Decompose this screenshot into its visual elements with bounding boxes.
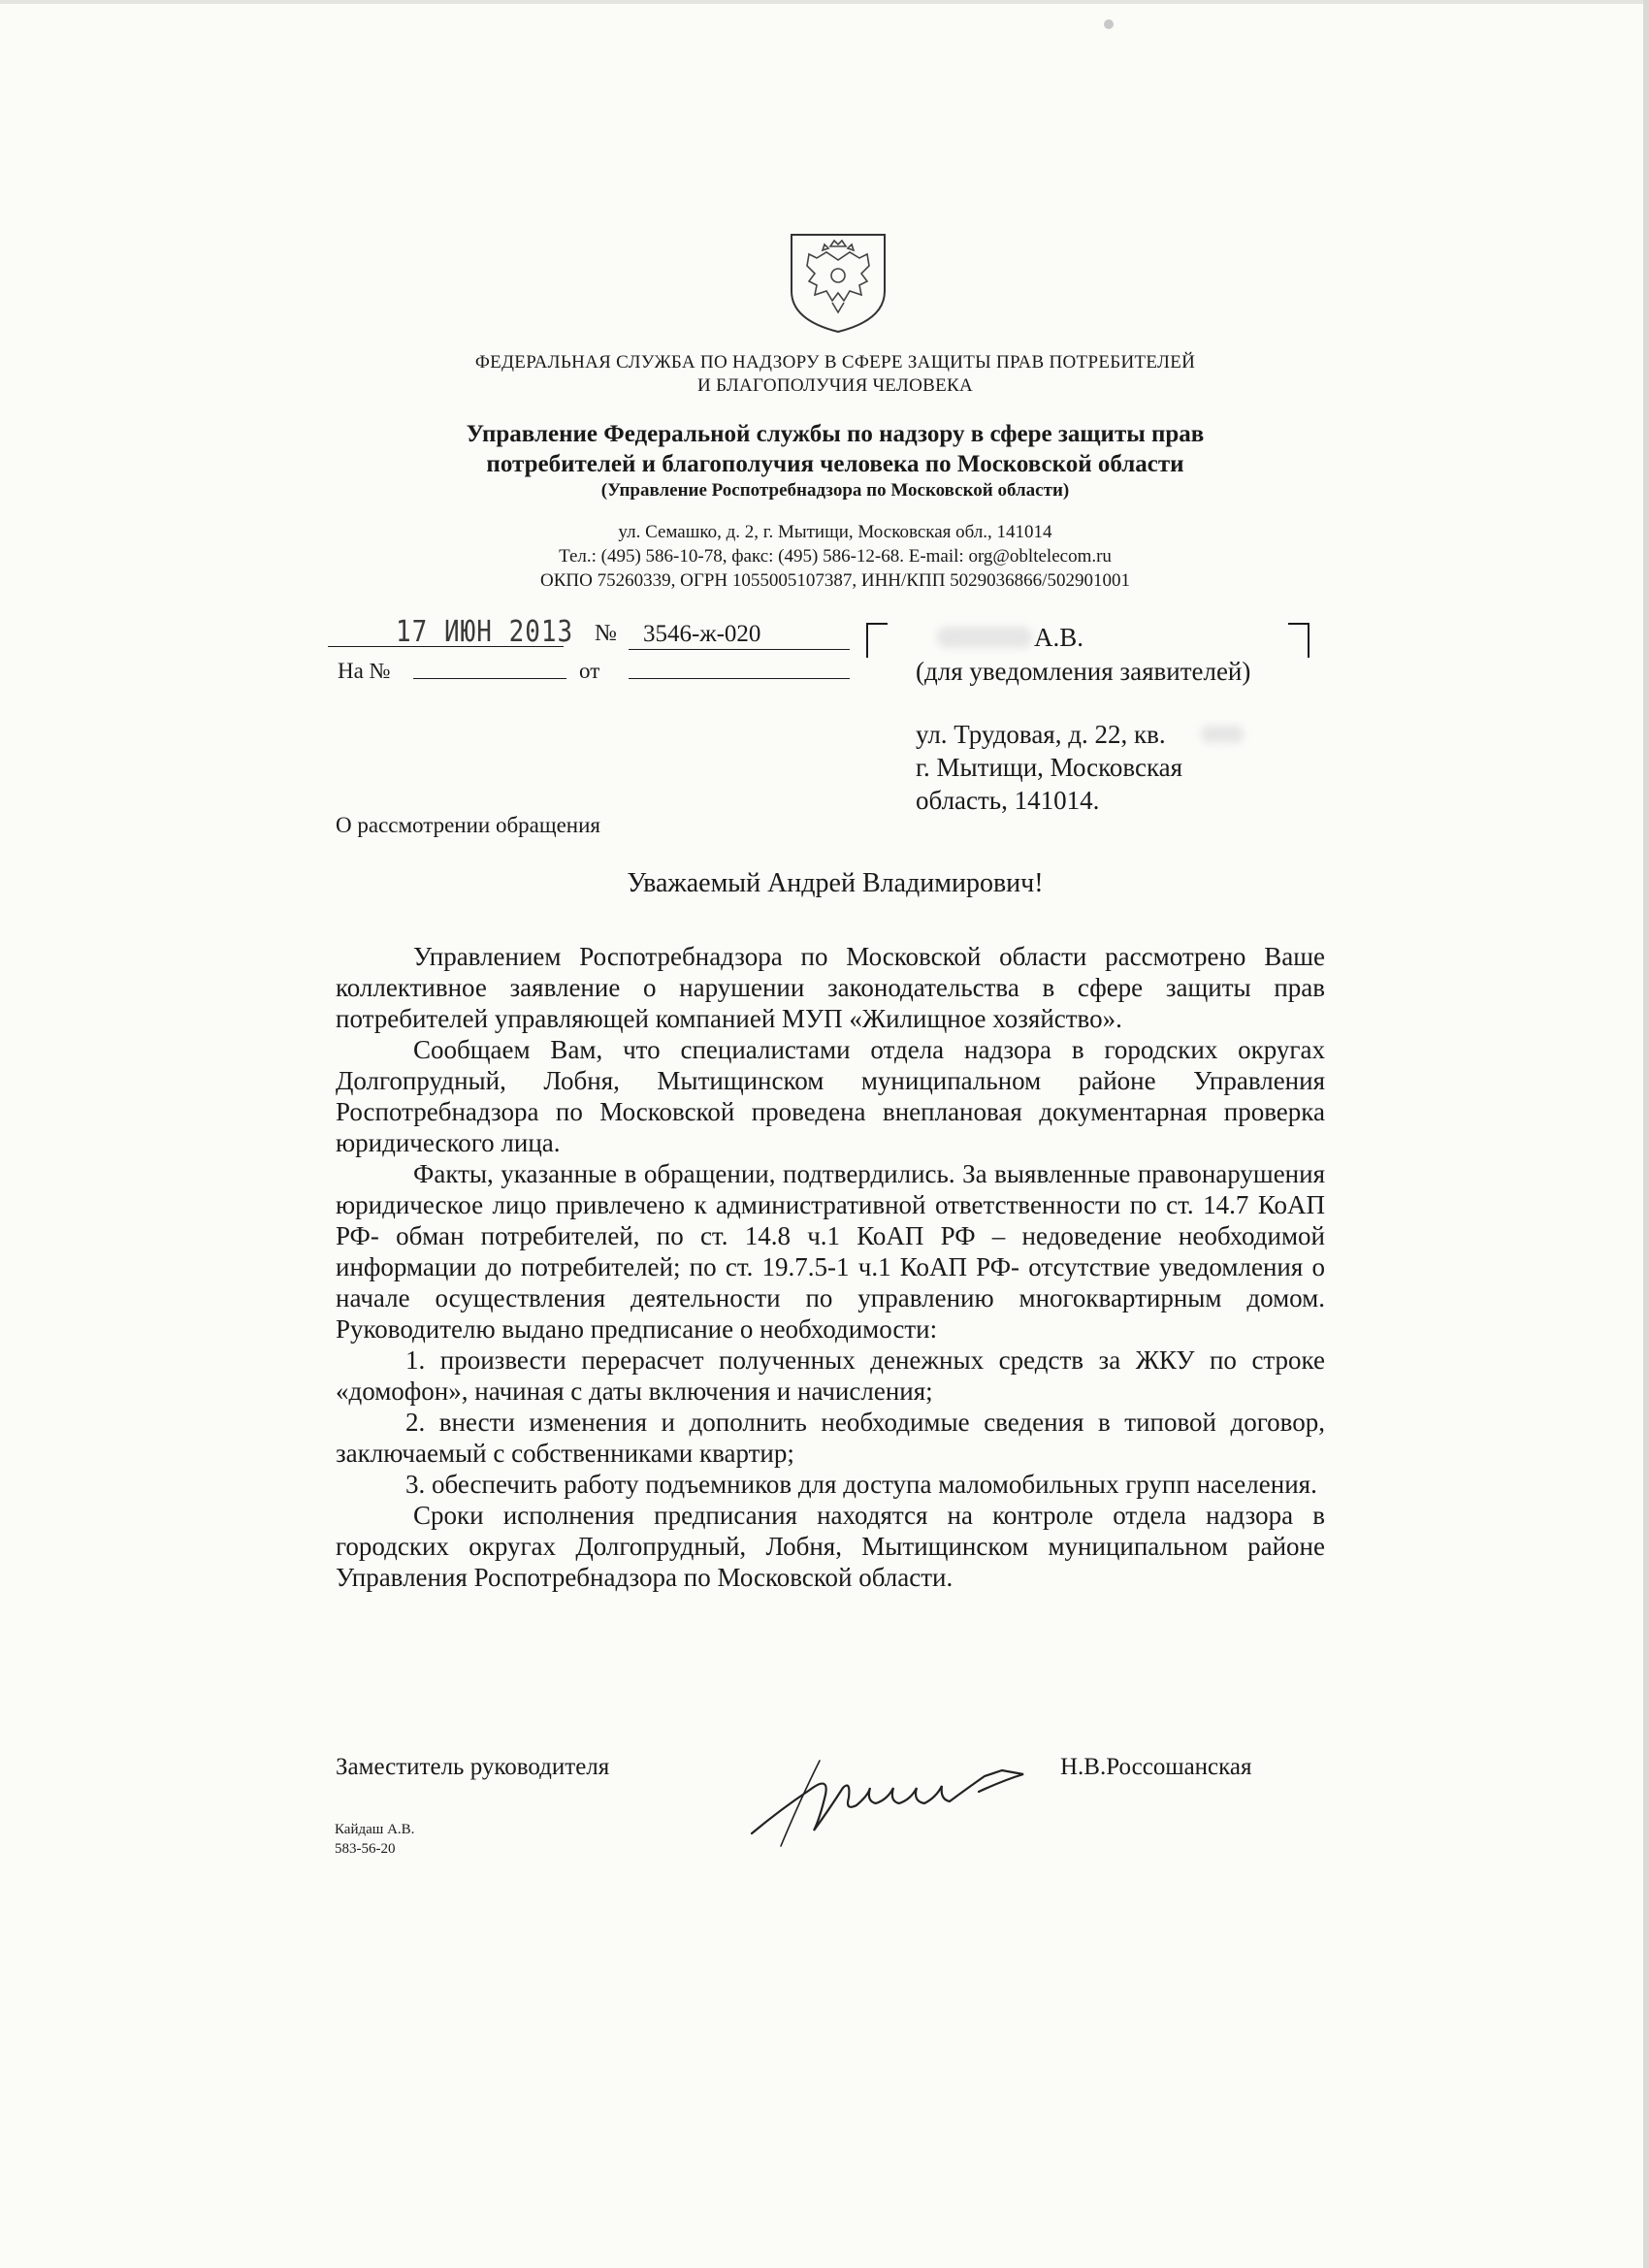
signatory-name: Н.В.Россошанская (1060, 1754, 1252, 1780)
addressee-street: ул. Трудовая, д. 22, кв. (916, 720, 1166, 749)
scan-edge-right (1643, 0, 1649, 2268)
department-name (0, 419, 1649, 479)
coat-of-arms-emblem (788, 231, 889, 336)
body-paragraph: Сообщаем Вам, что специалистами отдела надзора в городских округах Долгопрудный, Лобня, Мытищинском муниципальном районе Управления Роспотребнадзора по Московской проведена внеплановая документарная проверка юридического лица. (336, 1035, 1325, 1157)
scan-speck (1104, 19, 1114, 29)
address-line-3: ОКПО 75260339, ОГРН 1055005107387, ИНН/КПП 5029036866/502901001 (540, 570, 1130, 591)
salutation: Уважаемый Андрей Владимирович! (627, 868, 1044, 898)
from-date-line (629, 678, 850, 679)
body-paragraph: Сроки исполнения предписания находятся на контроле отдела надзора в городских округах Долгопрудный, Лобня, Мытищинском муниципальном районе Управления Роспотребнадзора по Московской области. (336, 1501, 1325, 1592)
letterhead-address (0, 520, 1649, 593)
registration-number: 3546-ж-020 (643, 621, 761, 647)
department-line-1: Управление Федеральной службы по надзору в сфере защиты прав (466, 421, 1205, 447)
date-stamp: 17 ИЮН 2013 (396, 615, 574, 650)
executor-name: Кайдаш А.В. (335, 1822, 415, 1837)
body-list-item: 3. обеспечить работу подъемников для доступа маломобильных групп населения. (405, 1470, 1317, 1499)
agency-line-1: ФЕДЕРАЛЬНАЯ СЛУЖБА ПО НАДЗОРУ В СФЕРЕ ЗАЩИТЫ ПРАВ ПОТРЕБИТЕЛЕЙ (474, 352, 1196, 373)
department-line-2: потребителей и благополучия человека по Московской области (486, 451, 1184, 477)
addressee-city: г. Мытищи, Московская (916, 753, 1183, 782)
addressee-bracket-left (866, 623, 888, 658)
body-paragraph: Управлением Роспотребнадзора по Московской области рассмотрено Ваше коллективное заявление о нарушении законодательства в сфере защиты прав потребителей управляющей компанией МУП «Жилищное хозяйство». (336, 942, 1325, 1033)
scan-edge-top (0, 0, 1649, 4)
agency-line-2: И БЛАГОПОЛУЧИЯ ЧЕЛОВЕКА (697, 375, 973, 396)
letter-subject: О рассмотрении обращения (336, 813, 600, 837)
signatory-title: Заместитель руководителя (336, 1754, 610, 1780)
handwritten-signature (742, 1741, 1038, 1848)
addressee-bracket-right (1288, 623, 1310, 658)
letter-body (336, 941, 1325, 1593)
body-list-item: 2. внести изменения и дополнить необходимые сведения в типовой договор, заключаемый с собственниками квартир; (336, 1408, 1325, 1468)
addressee-region: область, 141014. (916, 786, 1100, 815)
addressee-name: А.В. (1034, 623, 1084, 652)
redacted-apartment (1201, 726, 1244, 743)
agency-name (0, 351, 1649, 398)
address-line-2: Тел.: (495) 586-10-78, факс: (495) 586-12-68. E-mail: org@obltelecom.ru (559, 546, 1112, 567)
reference-number-label: На № (338, 659, 391, 683)
executor-info (335, 1820, 414, 1859)
reference-number-line (413, 678, 566, 679)
number-label: № (595, 621, 617, 646)
body-paragraph: Факты, указанные в обращении, подтвердились. За выявленные правонарушения юридическое лицо привлечено к административной ответственности по ст. 14.7 КоАП РФ- обман потребителей, по ст. 14.8 ч.1 КоАП РФ – недоведение необходимой информации до потребителей; по ст. 19.7.5-1 ч.1 КоАП РФ- отсутствие уведомления о начале осуществления деятельности по управлению многоквартирным домом. Руководителю выдано предписание о необходимости: (336, 1159, 1325, 1344)
redacted-surname (937, 627, 1032, 648)
body-list-item: 1. произвести перерасчет полученных денежных средств за ЖКУ по строке «домофон», начиная с даты включения и начисления; (336, 1345, 1325, 1406)
department-short-name: (Управление Роспотребнадзора по Московской области) (600, 480, 1070, 501)
number-line (629, 649, 850, 650)
executor-phone: 583-56-20 (335, 1841, 396, 1857)
addressee-note: (для уведомления заявителей) (916, 657, 1251, 686)
address-line-1: ул. Семашко, д. 2, г. Мытищи, Московская обл., 141014 (618, 522, 1052, 542)
from-label: от (579, 659, 600, 683)
